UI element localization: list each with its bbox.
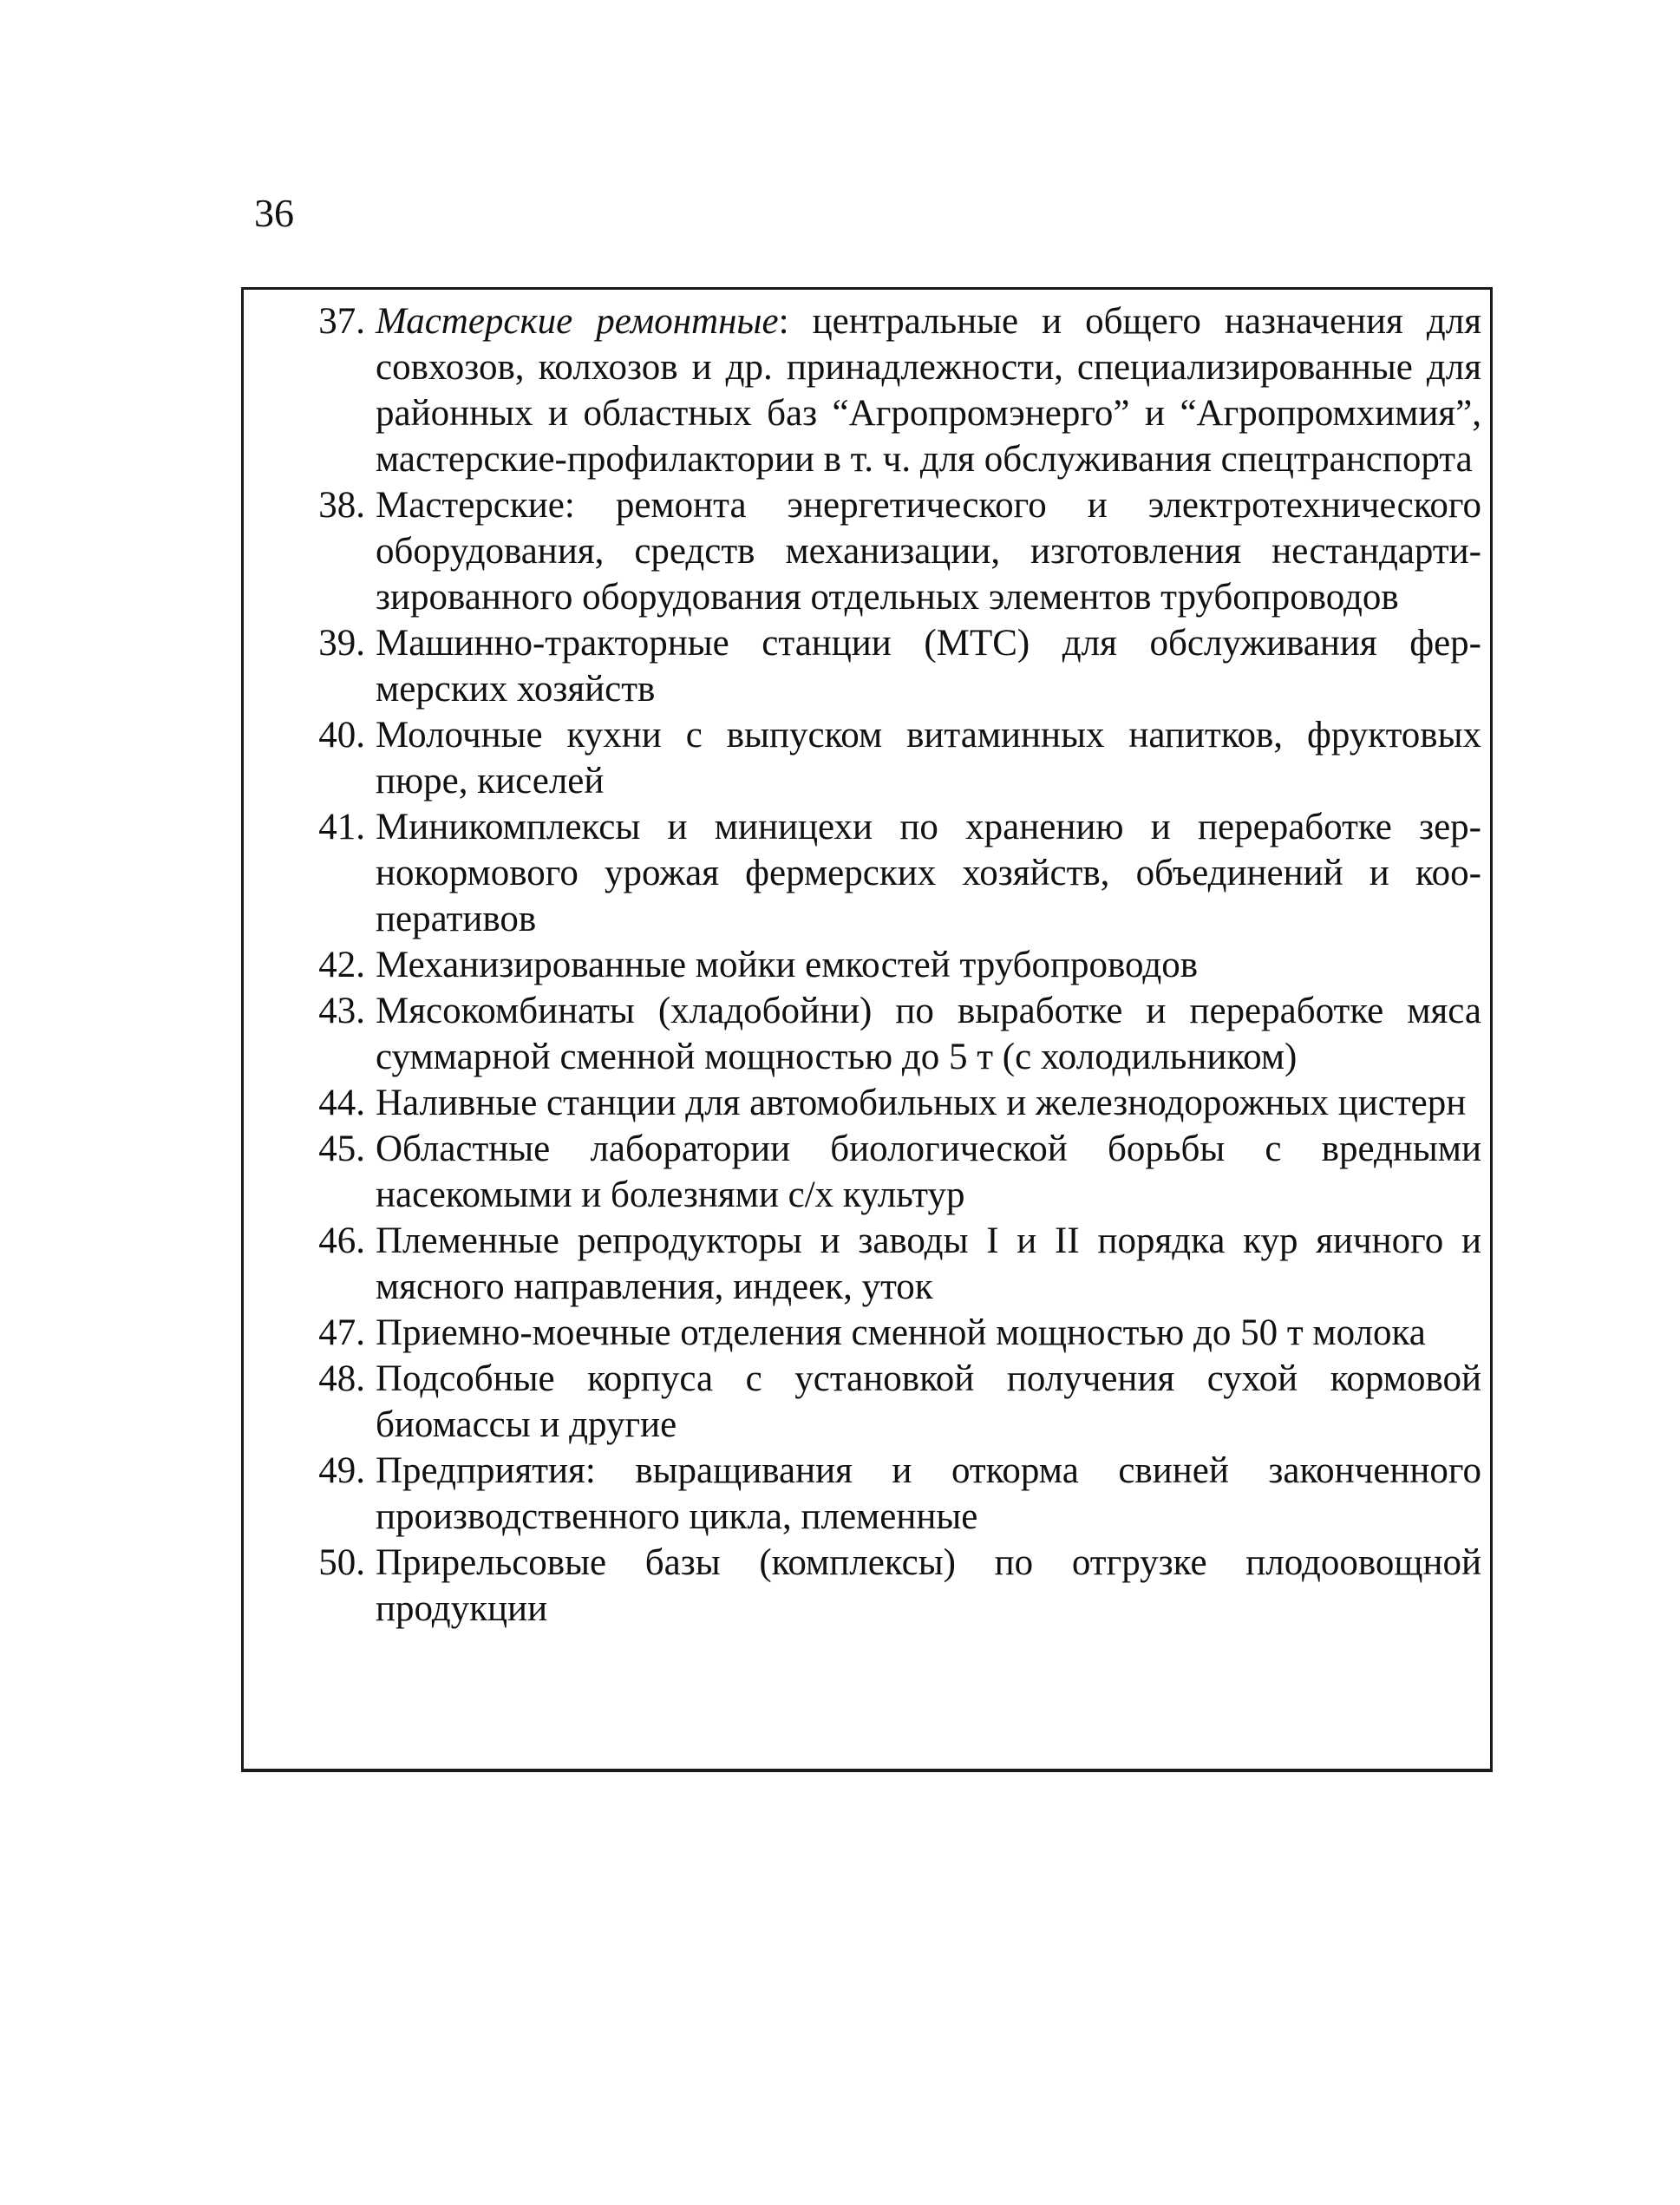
item-text: Прирельсовые базы (комплексы) по отгрузке плодоовощной продукции (376, 1542, 1481, 1629)
list-item (244, 1126, 1490, 1218)
item-text (376, 298, 1481, 482)
list-item (244, 712, 1490, 804)
item-number: 40. (318, 715, 365, 756)
list-item (244, 988, 1490, 1080)
item-text: Молочные кухни с выпуском витаминных напитков, фруктовых пюре, киселей (376, 715, 1481, 802)
list-item (244, 1310, 1490, 1356)
item-text: Мастерские: ремонта энергетического и электротехнического оборудования, средств механизации, изготовления нестандартизированного оборудования отдельных элементов трубопроводов (376, 485, 1481, 618)
item-number: 47. (318, 1312, 365, 1353)
item-number: 49. (318, 1450, 365, 1491)
item-number: 41. (318, 807, 365, 847)
item-text: Машинно-тракторные станции (МТС) для обслуживания фермерских хозяйств (376, 623, 1481, 710)
enterprise-list (241, 287, 1493, 1772)
item-number: 44. (318, 1083, 365, 1123)
item-number: 45. (318, 1129, 365, 1169)
item-text: Приемно-моечные отделения сменной мощностью до 50 т молока (376, 1312, 1426, 1353)
item-number: 50. (318, 1542, 365, 1583)
item-text: Механизированные мойки емкостей трубопроводов (376, 945, 1198, 985)
list-item (244, 620, 1490, 712)
list-item (244, 1080, 1490, 1126)
item-text: Подсобные корпуса с установкой получения сухой кормовой биомассы и другие (376, 1358, 1481, 1445)
list-item (244, 1218, 1490, 1310)
item-lead: Мастерские ремонтные (376, 301, 779, 342)
list-item (244, 482, 1490, 620)
item-number: 48. (318, 1358, 365, 1399)
item-number: 42. (318, 945, 365, 985)
list-item (244, 298, 1490, 482)
item-text: Миникомплексы и миницехи по хранению и переработке зернокормового урожая фермерских хозяйств, объединений и кооперативов (376, 807, 1481, 939)
item-number: 38. (318, 485, 365, 526)
list-item (244, 942, 1490, 988)
item-number: 37. (318, 301, 365, 342)
list-item (244, 1448, 1490, 1540)
list-item (244, 1540, 1490, 1632)
item-number: 46. (318, 1220, 365, 1261)
item-text: Племенные репродукторы и заводы I и II порядка кур яичного и мясного направления, индеек, уток (376, 1220, 1481, 1307)
item-text: Мясокомбинаты (хладобойни) по выработке и переработке мяса суммарной сменной мощностью до 5 т (с холодильником) (376, 991, 1481, 1077)
item-number: 39. (318, 623, 365, 664)
item-text-rest: : центральные и общего назначения для совхозов, колхозов и др. принадлежности, специализированные для районных и областных баз “Агропромэнерго” и “Агропромхимия”, мастерские-профилактории в т. ч. для обслуживания спецтранспорта (376, 301, 1481, 480)
item-text: Областные лаборатории биологической борьбы с вредными насекомыми и болезнями с/х культур (376, 1129, 1481, 1215)
item-number: 43. (318, 991, 365, 1031)
item-text: Предприятия: выращивания и откорма свиней законченного производственного цикла, племенные (376, 1450, 1481, 1537)
list-item (244, 1356, 1490, 1448)
item-text: Наливные станции для автомобильных и железнодорожных цистерн (376, 1083, 1467, 1123)
list-item (244, 804, 1490, 942)
page-number: 36 (254, 191, 294, 235)
